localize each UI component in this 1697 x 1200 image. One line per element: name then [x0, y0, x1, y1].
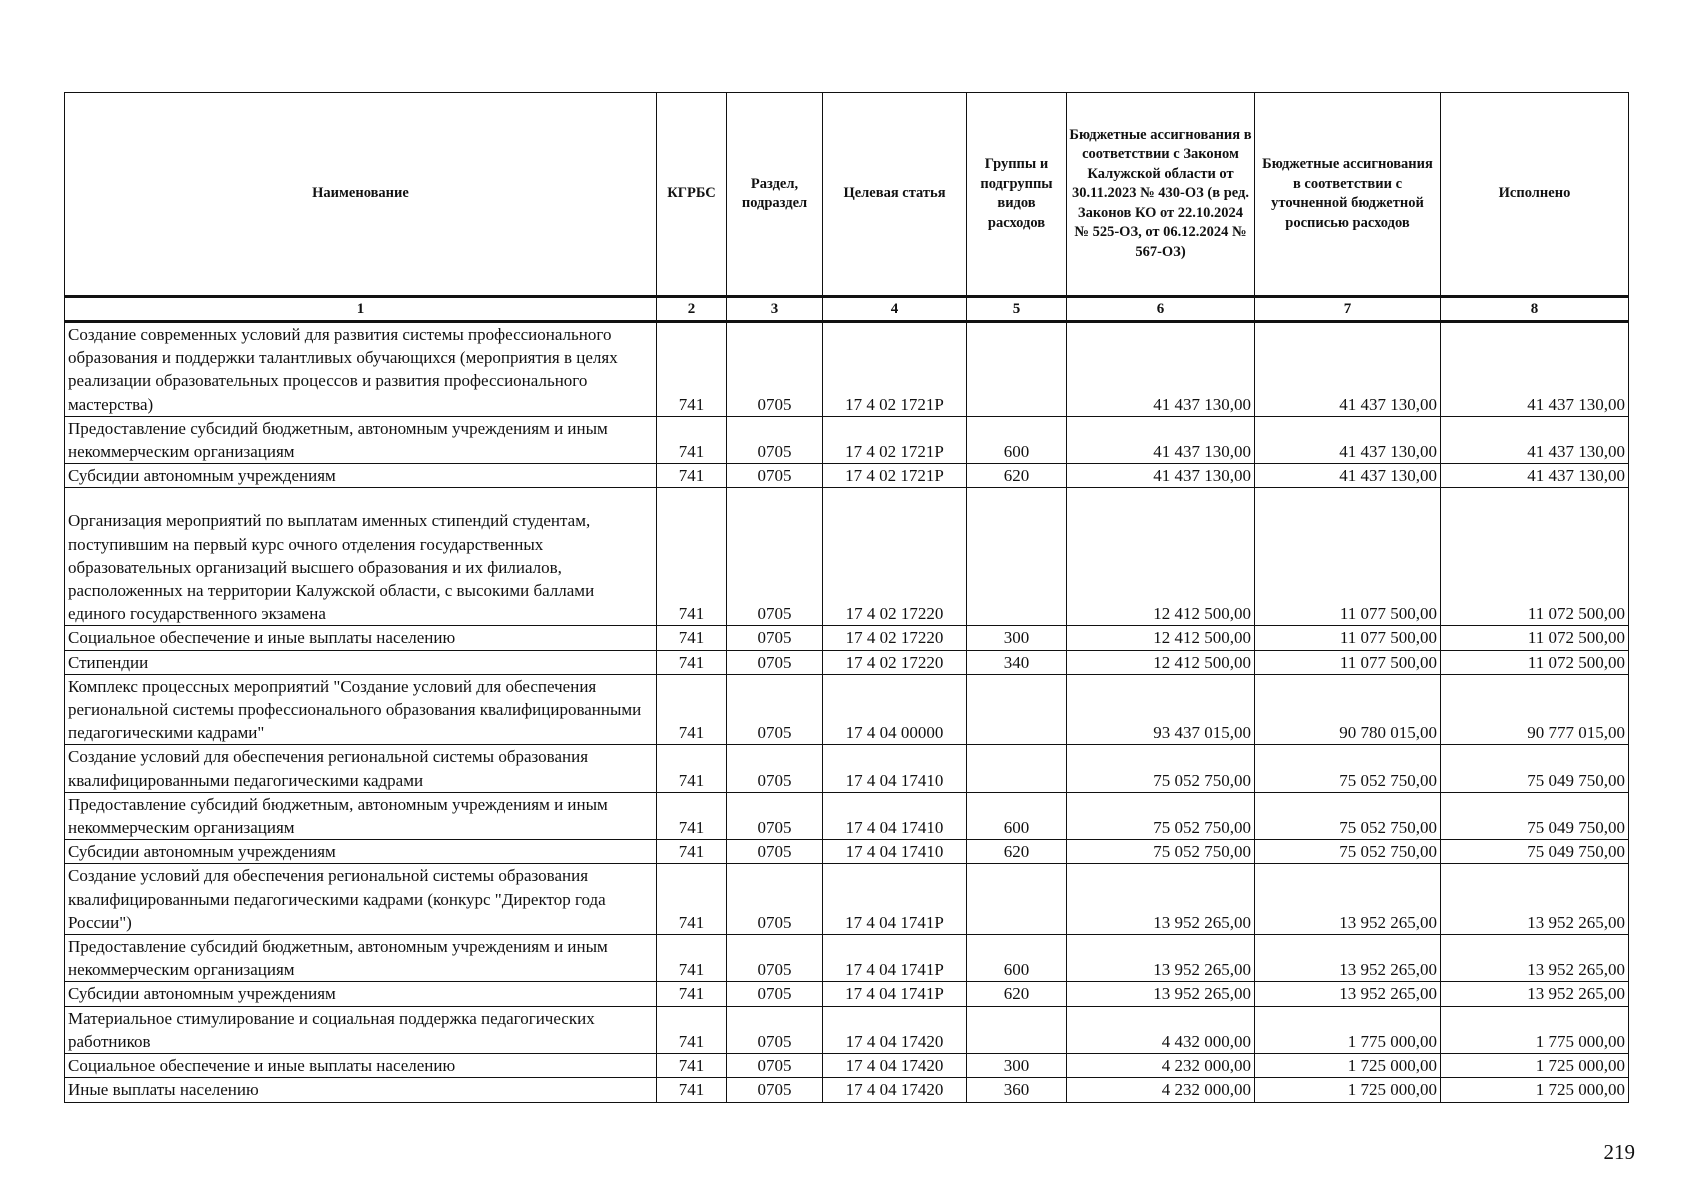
row-name: Комплекс процессных мероприятий "Создание условий для обеспечения региональной системы профессионального образования квалифицированными педагогическими кадрами" [65, 674, 657, 745]
row-expense-group [967, 322, 1067, 417]
row-section: 0705 [727, 1006, 823, 1053]
row-revised-allocation: 11 077 500,00 [1255, 626, 1441, 650]
row-law-allocation: 75 052 750,00 [1067, 840, 1255, 864]
row-executed: 41 437 130,00 [1441, 464, 1629, 488]
row-kgrbs: 741 [657, 674, 727, 745]
row-revised-allocation: 1 725 000,00 [1255, 1078, 1441, 1102]
row-expense-group: 620 [967, 464, 1067, 488]
row-kgrbs: 741 [657, 1054, 727, 1078]
row-expense-group [967, 674, 1067, 745]
table-row [65, 792, 1629, 839]
row-expense-group [967, 864, 1067, 935]
row-revised-allocation: 13 952 265,00 [1255, 935, 1441, 982]
row-section: 0705 [727, 674, 823, 745]
header-section: Раздел, подраздел [727, 93, 823, 297]
row-target-article: 17 4 02 17220 [823, 488, 967, 626]
row-expense-group: 300 [967, 626, 1067, 650]
row-section: 0705 [727, 1078, 823, 1102]
row-law-allocation: 93 437 015,00 [1067, 674, 1255, 745]
row-law-allocation: 4 232 000,00 [1067, 1078, 1255, 1102]
row-executed: 75 049 750,00 [1441, 792, 1629, 839]
row-expense-group: 600 [967, 935, 1067, 982]
row-law-allocation: 12 412 500,00 [1067, 626, 1255, 650]
row-kgrbs: 741 [657, 1006, 727, 1053]
row-kgrbs: 741 [657, 488, 727, 626]
row-section: 0705 [727, 935, 823, 982]
row-target-article: 17 4 04 1741Р [823, 864, 967, 935]
page-number: 219 [1603, 1140, 1635, 1164]
row-law-allocation: 41 437 130,00 [1067, 322, 1255, 417]
row-section: 0705 [727, 1054, 823, 1078]
row-executed: 41 437 130,00 [1441, 416, 1629, 463]
row-expense-group: 600 [967, 792, 1067, 839]
row-executed: 75 049 750,00 [1441, 745, 1629, 792]
row-name: Предоставление субсидий бюджетным, автономным учреждениям и иным некоммерческим организациям [65, 935, 657, 982]
row-target-article: 17 4 04 00000 [823, 674, 967, 745]
row-law-allocation: 41 437 130,00 [1067, 416, 1255, 463]
row-section: 0705 [727, 982, 823, 1006]
table-row [65, 935, 1629, 982]
row-name: Организация мероприятий по выплатам именных стипендий студентам, поступившим на первый курс очного отделения государственных образовательных организаций высшего образования и их филиалов, расположенных на территории Калужской области, с высокими баллами единого государственного экзамена [65, 488, 657, 626]
row-executed: 13 952 265,00 [1441, 864, 1629, 935]
row-target-article: 17 4 02 1721Р [823, 416, 967, 463]
row-kgrbs: 741 [657, 650, 727, 674]
header-kgrbs: КГРБС [657, 93, 727, 297]
row-name: Субсидии автономным учреждениям [65, 840, 657, 864]
row-kgrbs: 741 [657, 792, 727, 839]
row-kgrbs: 741 [657, 464, 727, 488]
header-expense-groups: Группы и подгруппы видов расходов [967, 93, 1067, 297]
row-section: 0705 [727, 745, 823, 792]
row-section: 0705 [727, 322, 823, 417]
row-revised-allocation: 75 052 750,00 [1255, 792, 1441, 839]
row-executed: 11 072 500,00 [1441, 488, 1629, 626]
row-executed: 11 072 500,00 [1441, 626, 1629, 650]
row-expense-group: 360 [967, 1078, 1067, 1102]
row-target-article: 17 4 04 17420 [823, 1054, 967, 1078]
row-name: Стипендии [65, 650, 657, 674]
row-name: Создание условий для обеспечения региональной системы образования квалифицированными педагогическими кадрами [65, 745, 657, 792]
column-number: 5 [967, 297, 1067, 322]
row-target-article: 17 4 04 17420 [823, 1078, 967, 1102]
column-number: 6 [1067, 297, 1255, 322]
row-expense-group: 620 [967, 840, 1067, 864]
table-row [65, 982, 1629, 1006]
table-body [65, 322, 1629, 1103]
header-revised-allocations: Бюджетные ассигнования в соответствии с уточненной бюджетной росписью расходов [1255, 93, 1441, 297]
row-law-allocation: 75 052 750,00 [1067, 792, 1255, 839]
table-row [65, 745, 1629, 792]
row-name: Социальное обеспечение и иные выплаты населению [65, 626, 657, 650]
row-revised-allocation: 41 437 130,00 [1255, 464, 1441, 488]
row-kgrbs: 741 [657, 416, 727, 463]
row-target-article: 17 4 04 17410 [823, 745, 967, 792]
row-revised-allocation: 11 077 500,00 [1255, 650, 1441, 674]
row-kgrbs: 741 [657, 322, 727, 417]
column-number: 1 [65, 297, 657, 322]
row-target-article: 17 4 02 1721Р [823, 322, 967, 417]
table-row [65, 416, 1629, 463]
row-kgrbs: 741 [657, 982, 727, 1006]
row-executed: 75 049 750,00 [1441, 840, 1629, 864]
row-section: 0705 [727, 840, 823, 864]
row-name: Иные выплаты населению [65, 1078, 657, 1102]
row-name: Материальное стимулирование и социальная поддержка педагогических работников [65, 1006, 657, 1053]
row-expense-group [967, 488, 1067, 626]
row-target-article: 17 4 02 17220 [823, 626, 967, 650]
row-section: 0705 [727, 792, 823, 839]
row-name: Субсидии автономным учреждениям [65, 982, 657, 1006]
row-law-allocation: 41 437 130,00 [1067, 464, 1255, 488]
row-revised-allocation: 75 052 750,00 [1255, 745, 1441, 792]
row-revised-allocation: 90 780 015,00 [1255, 674, 1441, 745]
row-law-allocation: 12 412 500,00 [1067, 488, 1255, 626]
row-kgrbs: 741 [657, 864, 727, 935]
row-executed: 1 775 000,00 [1441, 1006, 1629, 1053]
row-expense-group: 600 [967, 416, 1067, 463]
row-expense-group: 620 [967, 982, 1067, 1006]
table-header [65, 93, 1629, 322]
table-row [65, 464, 1629, 488]
row-revised-allocation: 41 437 130,00 [1255, 416, 1441, 463]
table-row [65, 1006, 1629, 1053]
header-target-article: Целевая статья [823, 93, 967, 297]
row-section: 0705 [727, 416, 823, 463]
row-target-article: 17 4 02 17220 [823, 650, 967, 674]
row-target-article: 17 4 04 1741Р [823, 982, 967, 1006]
table-row [65, 626, 1629, 650]
row-law-allocation: 13 952 265,00 [1067, 935, 1255, 982]
row-law-allocation: 4 232 000,00 [1067, 1054, 1255, 1078]
row-name: Создание современных условий для развития системы профессионального образования и поддержки талантливых обучающихся (мероприятия в целях реализации образовательных процессов и развития профессионального мастерства) [65, 322, 657, 417]
row-law-allocation: 75 052 750,00 [1067, 745, 1255, 792]
budget-table [64, 92, 1629, 1103]
header-executed: Исполнено [1441, 93, 1629, 297]
row-target-article: 17 4 04 17410 [823, 840, 967, 864]
column-number: 7 [1255, 297, 1441, 322]
row-law-allocation: 4 432 000,00 [1067, 1006, 1255, 1053]
column-number-row [65, 297, 1629, 322]
header-row [65, 93, 1629, 297]
row-executed: 13 952 265,00 [1441, 935, 1629, 982]
row-executed: 1 725 000,00 [1441, 1054, 1629, 1078]
table-row [65, 1078, 1629, 1102]
table-row [65, 864, 1629, 935]
row-name: Предоставление субсидий бюджетным, автономным учреждениям и иным некоммерческим организациям [65, 416, 657, 463]
row-revised-allocation: 11 077 500,00 [1255, 488, 1441, 626]
row-law-allocation: 12 412 500,00 [1067, 650, 1255, 674]
row-target-article: 17 4 04 17410 [823, 792, 967, 839]
row-target-article: 17 4 04 1741Р [823, 935, 967, 982]
row-name: Предоставление субсидий бюджетным, автономным учреждениям и иным некоммерческим организациям [65, 792, 657, 839]
column-number: 4 [823, 297, 967, 322]
row-kgrbs: 741 [657, 935, 727, 982]
column-number: 2 [657, 297, 727, 322]
row-revised-allocation: 75 052 750,00 [1255, 840, 1441, 864]
row-executed: 1 725 000,00 [1441, 1078, 1629, 1102]
row-section: 0705 [727, 864, 823, 935]
column-number: 3 [727, 297, 823, 322]
row-name: Создание условий для обеспечения региональной системы образования квалифицированными педагогическими кадрами (конкурс "Директор года России") [65, 864, 657, 935]
row-kgrbs: 741 [657, 840, 727, 864]
row-kgrbs: 741 [657, 626, 727, 650]
row-law-allocation: 13 952 265,00 [1067, 982, 1255, 1006]
row-name: Социальное обеспечение и иные выплаты населению [65, 1054, 657, 1078]
row-revised-allocation: 1 775 000,00 [1255, 1006, 1441, 1053]
row-name: Субсидии автономным учреждениям [65, 464, 657, 488]
row-executed: 90 777 015,00 [1441, 674, 1629, 745]
row-executed: 11 072 500,00 [1441, 650, 1629, 674]
row-target-article: 17 4 02 1721Р [823, 464, 967, 488]
header-name: Наименование [65, 93, 657, 297]
row-revised-allocation: 1 725 000,00 [1255, 1054, 1441, 1078]
row-expense-group [967, 1006, 1067, 1053]
header-law-allocations: Бюджетные ассигнования в соответствии с Законом Калужской области от 30.11.2023 № 430-ОЗ (в ред. Законов КО от 22.10.2024 № 525-ОЗ, от 06.12.2024 № 567-ОЗ) [1067, 93, 1255, 297]
row-revised-allocation: 13 952 265,00 [1255, 864, 1441, 935]
table-row [65, 650, 1629, 674]
column-number: 8 [1441, 297, 1629, 322]
row-expense-group: 340 [967, 650, 1067, 674]
row-section: 0705 [727, 626, 823, 650]
row-executed: 41 437 130,00 [1441, 322, 1629, 417]
row-law-allocation: 13 952 265,00 [1067, 864, 1255, 935]
table-row [65, 840, 1629, 864]
row-section: 0705 [727, 650, 823, 674]
table-row [65, 488, 1629, 626]
row-executed: 13 952 265,00 [1441, 982, 1629, 1006]
row-kgrbs: 741 [657, 745, 727, 792]
row-expense-group: 300 [967, 1054, 1067, 1078]
row-expense-group [967, 745, 1067, 792]
row-kgrbs: 741 [657, 1078, 727, 1102]
row-section: 0705 [727, 488, 823, 626]
row-section: 0705 [727, 464, 823, 488]
row-target-article: 17 4 04 17420 [823, 1006, 967, 1053]
table-row [65, 674, 1629, 745]
row-revised-allocation: 13 952 265,00 [1255, 982, 1441, 1006]
row-revised-allocation: 41 437 130,00 [1255, 322, 1441, 417]
table-row [65, 1054, 1629, 1078]
table-row [65, 322, 1629, 417]
